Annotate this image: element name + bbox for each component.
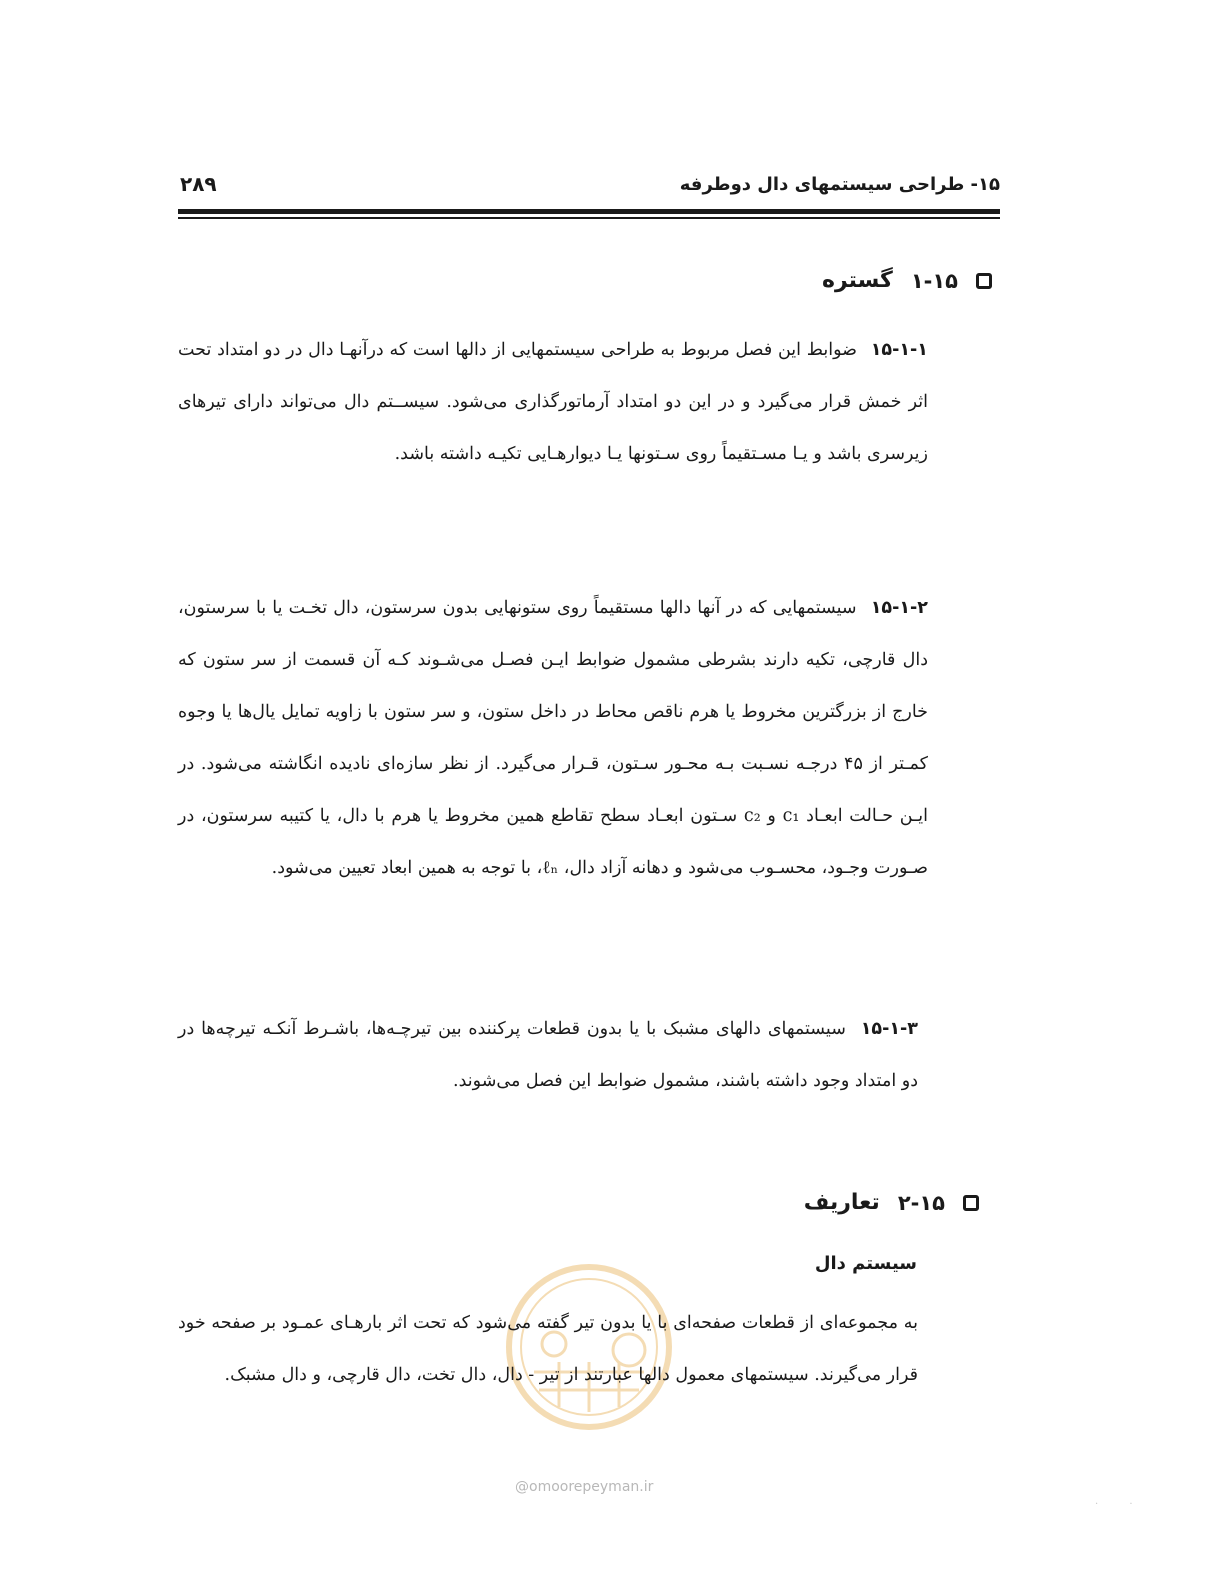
section-number: ۲-۱۵ — [897, 1190, 945, 1215]
paragraph-text: ضوابط این فصل مربوط به طراحی سیستمهایی از دالها است که درآنهـا دال در دو امتداد تحت اثر خمش قرار می‌گیرد و در این دو امتداد آرماتورگذاری می‌شود. سیســتم دال می‌تواند دارای تیرهای زیرسری باشد و یـا مسـتقیماً روی سـتونها یـا دیوارهـایی تکیـه داشته باشد. — [178, 340, 928, 464]
paragraph-15-1-3 — [178, 1003, 918, 1107]
scan-specks: . . — [1095, 1496, 1147, 1507]
header-rule-thick — [178, 209, 1000, 214]
paragraph-number: ۱۵-۱-۲ — [870, 598, 928, 618]
page-number: ۲۸۹ — [180, 172, 217, 196]
subheading-slab-system: سیستم دال — [814, 1253, 917, 1274]
paragraph-text: سیستمهای دالهای مشبک با یا بدون قطعات پرکننده بین تیرچـه‌ها، باشـرط آنکـه تیرچه‌ها در دو امتداد وجود داشته باشند، مشمول ضوابط این فصل می‌شوند. — [178, 1019, 918, 1091]
paragraph-text: سیستمهایی که در آنها دالها مستقیماً روی ستونهایی بدون سرستون، دال تخـت یا با سرستون، دال قارچی، تکیه دارند بشرطی مشمول ضوابط ایـن فصـل می‌شـوند کـه آن قسمت از سر ستون که خارج از بزرگترین مخروط یا هرم ناقص محاط در داخل ستون، و سر ستون با زاویه تمایل یال‌ها یا وجوه کمـتر از ۴۵ درجـه نسـبت بـه محـور سـتون، قـرار می‌گیرد. از نظر سازه‌ای نادیده انگاشته می‌شود. در ایـن حـالت ابعـاد c₁ و c₂ سـتون ابعـاد سطح تقاطع همین مخروط یا هرم با دال، یا کتیبه سرستون، در صـورت وجـود، محسـوب می‌شود و دهانه آزاد دال، ℓₙ، با توجه به همین ابعاد تعیین می‌شود. — [178, 598, 928, 878]
checkbox-square-icon — [963, 1195, 979, 1211]
section-heading-scope — [822, 268, 992, 293]
definition-slab-system: به مجموعه‌ای از قطعات صفحه‌ای با یا بدون تیر گفته می‌شود که تحت اثر بارهـای عمـود بر صفحه خود قرار می‌گیرند. سیستمهای معمول دالها عبارتند از تیر - دال، دال تخت، دال قارچی، و دال مشبک. — [178, 1313, 918, 1385]
header-rule-thin — [178, 217, 1000, 219]
checkbox-square-icon — [976, 273, 992, 289]
section-title: گستره — [821, 268, 893, 293]
section-heading-definitions — [804, 1190, 979, 1215]
section-number: ۱-۱۵ — [910, 268, 958, 293]
paragraph-number: ۱۵-۱-۳ — [860, 1019, 918, 1039]
section-title: تعاریف — [803, 1190, 880, 1215]
paragraph-15-1-1 — [178, 324, 928, 480]
page-header — [180, 168, 1000, 208]
paragraph-15-1-2 — [178, 582, 928, 894]
globe-icon: @ — [515, 1479, 529, 1495]
chapter-title: ۱۵- طراحی سیستمهای دال دوطرفه — [679, 174, 1000, 195]
watermark-url: @omoorepeyman.ir — [515, 1479, 654, 1495]
paragraph-number: ۱۵-۱-۱ — [870, 340, 928, 360]
